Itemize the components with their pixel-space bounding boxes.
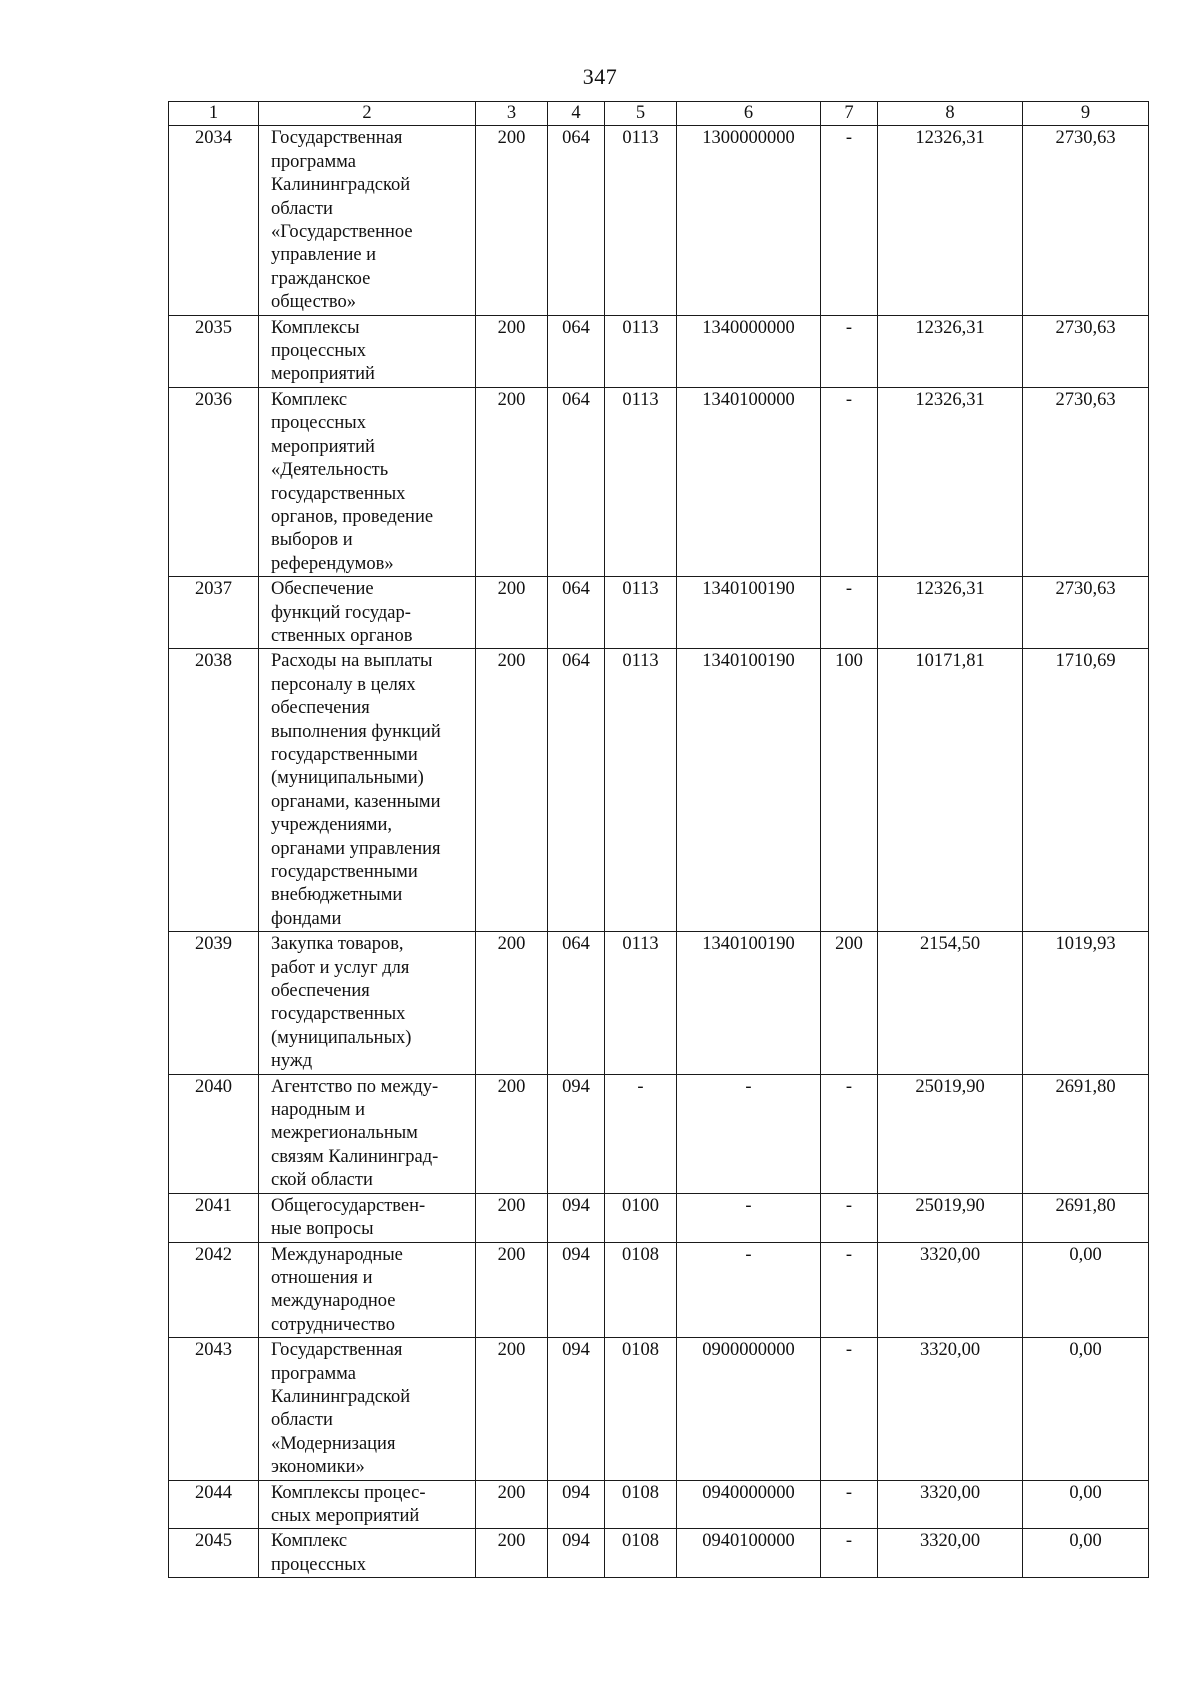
row-name-line: международное bbox=[271, 1291, 396, 1312]
column-8-cell: 10171,81 bbox=[878, 649, 1023, 932]
row-name-line: ные вопросы bbox=[271, 1219, 374, 1240]
column-3-cell: 200 bbox=[476, 315, 548, 387]
column-header-4: 4 bbox=[548, 102, 605, 126]
row-number-cell: 2041 bbox=[169, 1193, 259, 1242]
column-5-cell: - bbox=[605, 1074, 677, 1193]
column-3-cell: 200 bbox=[476, 1193, 548, 1242]
table-row bbox=[169, 1338, 1149, 1480]
column-5-cell: 0113 bbox=[605, 649, 677, 932]
column-7-cell: - bbox=[821, 387, 878, 576]
column-8-cell: 12326,31 bbox=[878, 126, 1023, 315]
row-name-line: выборов и bbox=[271, 530, 353, 551]
column-4-cell: 064 bbox=[548, 387, 605, 576]
row-name-line: ственных органов bbox=[271, 625, 413, 646]
column-9-cell: 1019,93 bbox=[1023, 932, 1149, 1074]
row-name-line: Калининградской bbox=[271, 175, 411, 196]
row-name-line: обеспечения bbox=[271, 981, 370, 1002]
column-6-cell: 0940100000 bbox=[677, 1529, 821, 1578]
column-8-cell: 12326,31 bbox=[878, 577, 1023, 649]
column-3-cell: 200 bbox=[476, 1480, 548, 1529]
row-name-line: мероприятий bbox=[271, 436, 375, 457]
column-5-cell: 0100 bbox=[605, 1193, 677, 1242]
row-name-line: гражданское bbox=[271, 268, 371, 289]
column-5-cell: 0113 bbox=[605, 932, 677, 1074]
row-name-line: Комплексы процес- bbox=[271, 1482, 426, 1503]
column-header-5: 5 bbox=[605, 102, 677, 126]
column-4-cell: 064 bbox=[548, 315, 605, 387]
row-name-line: Агентство по между- bbox=[271, 1076, 439, 1097]
row-number-cell: 2038 bbox=[169, 649, 259, 932]
column-6-cell: 1340100000 bbox=[677, 387, 821, 576]
table-row bbox=[169, 1193, 1149, 1242]
row-name-line: «Модернизация bbox=[271, 1433, 396, 1454]
column-4-cell: 064 bbox=[548, 126, 605, 315]
column-7-cell: - bbox=[821, 577, 878, 649]
table-row bbox=[169, 649, 1149, 932]
page-number: 347 bbox=[582, 64, 618, 89]
row-name-line: нужд bbox=[271, 1051, 313, 1072]
column-header-8: 8 bbox=[878, 102, 1023, 126]
column-9-cell: 0,00 bbox=[1023, 1242, 1149, 1338]
column-4-cell: 094 bbox=[548, 1242, 605, 1338]
row-name-line: «Деятельность bbox=[271, 460, 389, 481]
column-6-cell: 1340100190 bbox=[677, 932, 821, 1074]
column-4-cell: 064 bbox=[548, 932, 605, 1074]
column-7-cell: - bbox=[821, 1193, 878, 1242]
column-8-cell: 12326,31 bbox=[878, 387, 1023, 576]
row-name-line: программа bbox=[271, 1363, 356, 1384]
column-4-cell: 094 bbox=[548, 1480, 605, 1529]
row-name-line: межрегиональным bbox=[271, 1123, 418, 1144]
row-name-cell bbox=[259, 649, 476, 932]
table-row bbox=[169, 577, 1149, 649]
row-number-cell: 2035 bbox=[169, 315, 259, 387]
column-3-cell: 200 bbox=[476, 932, 548, 1074]
row-name-line: работ и услуг для bbox=[271, 957, 410, 978]
row-name-line: обеспечения bbox=[271, 698, 370, 719]
row-number-cell: 2043 bbox=[169, 1338, 259, 1480]
row-name-line: Общегосударствен- bbox=[271, 1195, 426, 1216]
column-6-cell: 1340100190 bbox=[677, 577, 821, 649]
column-header-9: 9 bbox=[1023, 102, 1149, 126]
column-7-cell: - bbox=[821, 126, 878, 315]
column-5-cell: 0113 bbox=[605, 387, 677, 576]
table-row bbox=[169, 387, 1149, 576]
row-name-line: управление и bbox=[271, 245, 377, 266]
column-6-cell: - bbox=[677, 1074, 821, 1193]
column-4-cell: 094 bbox=[548, 1193, 605, 1242]
row-name-line: процессных bbox=[271, 1554, 366, 1575]
row-name-line: Комплексы bbox=[271, 317, 360, 338]
row-name-line: ской области bbox=[271, 1170, 373, 1191]
column-6-cell: 1340100190 bbox=[677, 649, 821, 932]
row-name-line: Расходы на выплаты bbox=[271, 651, 433, 672]
row-name-line: государственными bbox=[271, 862, 418, 882]
column-8-cell: 25019,90 bbox=[878, 1193, 1023, 1242]
row-name-line: народным и bbox=[271, 1100, 366, 1121]
row-name-line: программа bbox=[271, 151, 356, 172]
row-name-line: области bbox=[271, 198, 333, 219]
column-9-cell: 2730,63 bbox=[1023, 315, 1149, 387]
column-7-cell: - bbox=[821, 315, 878, 387]
column-5-cell: 0108 bbox=[605, 1529, 677, 1578]
row-name-line: референдумов» bbox=[271, 553, 394, 574]
row-name-line: Международные bbox=[271, 1244, 403, 1265]
column-header-7: 7 bbox=[821, 102, 878, 126]
row-name-cell bbox=[259, 1074, 476, 1193]
column-5-cell: 0108 bbox=[605, 1338, 677, 1480]
table-row bbox=[169, 1480, 1149, 1529]
row-name-line: процессных bbox=[271, 341, 366, 362]
column-9-cell: 2691,80 bbox=[1023, 1074, 1149, 1193]
row-name-line: органами, казенными bbox=[271, 791, 441, 812]
column-5-cell: 0108 bbox=[605, 1242, 677, 1338]
column-4-cell: 094 bbox=[548, 1529, 605, 1578]
column-3-cell: 200 bbox=[476, 126, 548, 315]
column-5-cell: 0108 bbox=[605, 1480, 677, 1529]
row-name-cell bbox=[259, 315, 476, 387]
table-row bbox=[169, 1242, 1149, 1338]
row-name-line: мероприятий bbox=[271, 364, 375, 385]
column-3-cell: 200 bbox=[476, 1074, 548, 1193]
column-7-cell: - bbox=[821, 1074, 878, 1193]
row-number-cell: 2044 bbox=[169, 1480, 259, 1529]
row-name-line: Государственная bbox=[271, 128, 403, 149]
column-6-cell: - bbox=[677, 1242, 821, 1338]
table-row bbox=[169, 315, 1149, 387]
row-name-line: государственными bbox=[271, 744, 418, 765]
row-name-line: функций государ- bbox=[271, 602, 411, 623]
column-8-cell: 3320,00 bbox=[878, 1338, 1023, 1480]
row-name-line: сотрудничество bbox=[271, 1314, 395, 1335]
row-name-line: Закупка товаров, bbox=[271, 934, 404, 955]
column-5-cell: 0113 bbox=[605, 126, 677, 315]
column-7-cell: - bbox=[821, 1480, 878, 1529]
row-name-line: персоналу в целях bbox=[271, 674, 416, 695]
table-row bbox=[169, 1074, 1149, 1193]
column-7-cell: 200 bbox=[821, 932, 878, 1074]
table-row bbox=[169, 1529, 1149, 1578]
column-7-cell: 100 bbox=[821, 649, 878, 932]
column-8-cell: 3320,00 bbox=[878, 1242, 1023, 1338]
row-name-line: экономики» bbox=[271, 1457, 365, 1478]
column-6-cell: - bbox=[677, 1193, 821, 1242]
column-7-cell: - bbox=[821, 1242, 878, 1338]
row-name-cell bbox=[259, 1242, 476, 1338]
column-4-cell: 064 bbox=[548, 649, 605, 932]
column-6-cell: 1340000000 bbox=[677, 315, 821, 387]
column-9-cell: 1710,69 bbox=[1023, 649, 1149, 932]
row-number-cell: 2034 bbox=[169, 126, 259, 315]
column-9-cell: 2730,63 bbox=[1023, 387, 1149, 576]
column-8-cell: 3320,00 bbox=[878, 1480, 1023, 1529]
row-name-cell bbox=[259, 1193, 476, 1242]
column-7-cell: - bbox=[821, 1338, 878, 1480]
row-name-cell bbox=[259, 1338, 476, 1480]
row-name-cell bbox=[259, 387, 476, 576]
table-body bbox=[169, 126, 1149, 1578]
column-4-cell: 094 bbox=[548, 1338, 605, 1480]
row-name-line: государственных bbox=[271, 483, 406, 504]
row-name-line: связям Калининград- bbox=[271, 1146, 439, 1167]
column-7-cell: - bbox=[821, 1529, 878, 1578]
row-name-line: внебюджетными bbox=[271, 885, 403, 906]
table-row bbox=[169, 126, 1149, 315]
column-header-2: 2 bbox=[259, 102, 476, 126]
row-name-line: «Государственное bbox=[271, 222, 413, 243]
row-name-line: фондами bbox=[271, 908, 342, 929]
column-6-cell: 0900000000 bbox=[677, 1338, 821, 1480]
row-name-line: государственных bbox=[271, 1004, 406, 1025]
row-number-cell: 2040 bbox=[169, 1074, 259, 1193]
row-number-cell: 2045 bbox=[169, 1529, 259, 1578]
column-5-cell: 0113 bbox=[605, 577, 677, 649]
column-3-cell: 200 bbox=[476, 1529, 548, 1578]
table-row bbox=[169, 932, 1149, 1074]
row-name-line: Калининградской bbox=[271, 1386, 411, 1407]
row-name-line: Комплекс bbox=[271, 1531, 348, 1552]
row-name-line: учреждениями, bbox=[271, 815, 392, 836]
row-number-cell: 2039 bbox=[169, 932, 259, 1074]
column-9-cell: 2691,80 bbox=[1023, 1193, 1149, 1242]
budget-table bbox=[168, 101, 1149, 1578]
column-9-cell: 0,00 bbox=[1023, 1529, 1149, 1578]
row-name-line: органами управления bbox=[271, 838, 441, 859]
column-6-cell: 1300000000 bbox=[677, 126, 821, 315]
column-3-cell: 200 bbox=[476, 649, 548, 932]
column-8-cell: 12326,31 bbox=[878, 315, 1023, 387]
column-3-cell: 200 bbox=[476, 577, 548, 649]
row-name-line: общество» bbox=[271, 292, 356, 313]
column-8-cell: 2154,50 bbox=[878, 932, 1023, 1074]
row-name-cell bbox=[259, 932, 476, 1074]
row-name-line: (муниципальными) bbox=[271, 768, 424, 789]
column-9-cell: 2730,63 bbox=[1023, 577, 1149, 649]
row-name-line: Комплекс bbox=[271, 389, 348, 410]
table-header-row bbox=[169, 102, 1149, 126]
row-name-line: Государственная bbox=[271, 1340, 403, 1361]
row-name-line: органов, проведение bbox=[271, 506, 434, 527]
column-6-cell: 0940000000 bbox=[677, 1480, 821, 1529]
column-3-cell: 200 bbox=[476, 1338, 548, 1480]
row-name-cell bbox=[259, 577, 476, 649]
column-4-cell: 094 bbox=[548, 1074, 605, 1193]
row-name-line: отношения и bbox=[271, 1267, 373, 1288]
row-number-cell: 2036 bbox=[169, 387, 259, 576]
column-3-cell: 200 bbox=[476, 1242, 548, 1338]
row-name-line: сных мероприятий bbox=[271, 1505, 420, 1526]
column-4-cell: 064 bbox=[548, 577, 605, 649]
row-number-cell: 2042 bbox=[169, 1242, 259, 1338]
column-header-3: 3 bbox=[476, 102, 548, 126]
row-name-line: (муниципальных) bbox=[271, 1027, 412, 1048]
column-9-cell: 0,00 bbox=[1023, 1338, 1149, 1480]
row-name-line: области bbox=[271, 1410, 333, 1431]
column-9-cell: 2730,63 bbox=[1023, 126, 1149, 315]
column-header-6: 6 bbox=[677, 102, 821, 126]
row-name-line: Обеспечение bbox=[271, 579, 374, 600]
row-name-cell bbox=[259, 1480, 476, 1529]
column-5-cell: 0113 bbox=[605, 315, 677, 387]
row-name-cell bbox=[259, 1529, 476, 1578]
row-name-line: процессных bbox=[271, 413, 366, 434]
column-8-cell: 3320,00 bbox=[878, 1529, 1023, 1578]
column-9-cell: 0,00 bbox=[1023, 1480, 1149, 1529]
column-8-cell: 25019,90 bbox=[878, 1074, 1023, 1193]
row-name-cell bbox=[259, 126, 476, 315]
column-3-cell: 200 bbox=[476, 387, 548, 576]
row-number-cell: 2037 bbox=[169, 577, 259, 649]
column-header-1: 1 bbox=[169, 102, 259, 126]
row-name-line: выполнения функций bbox=[271, 721, 441, 742]
